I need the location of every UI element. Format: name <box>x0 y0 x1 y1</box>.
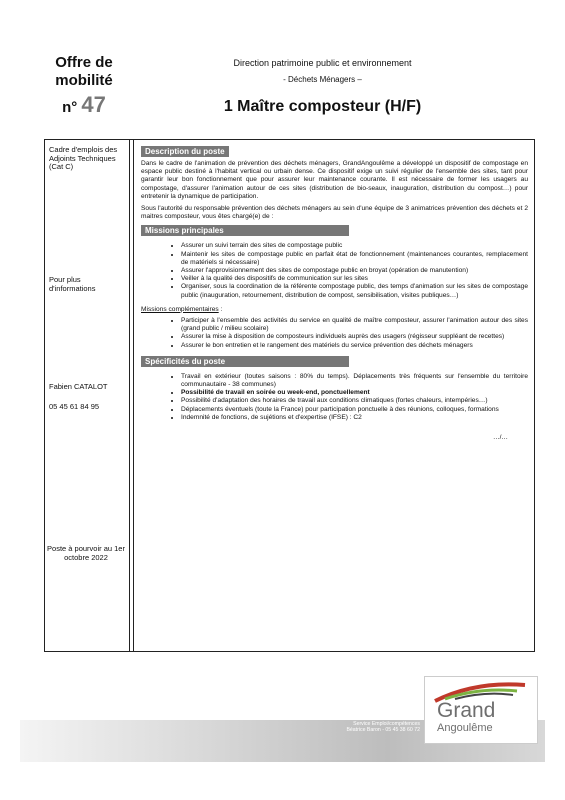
footer-service: Service Emploi/compétences <box>353 720 420 727</box>
logo-angouleme: Angoulême <box>437 722 493 734</box>
offer-line2: mobilité <box>55 72 113 89</box>
missions-complementaires-title: Missions complémentaires <box>141 305 219 313</box>
footer-contact <box>336 714 420 734</box>
offer-number-value: 47 <box>81 92 106 117</box>
main-content <box>141 146 528 442</box>
list-item: • Maintenir les sites de compostage public en parfait état de fonctionnement (maintenances courantes, remplacement de matériels si nécessaire) <box>181 251 528 267</box>
missions-complementaires-label: Missions complémentaires : <box>141 305 223 313</box>
list-item: • Assurer un suivi terrain des sites de compostage public <box>181 242 528 250</box>
list-item: • Possibilité d'adaptation des horaires de travail aux conditions climatiques (fortes chaleurs, intempéries…) <box>181 397 528 405</box>
specificites-list <box>141 373 528 422</box>
comp-missions-list <box>141 317 528 350</box>
list-item: • Déplacements éventuels (toute la France) pour participation ponctuelle à des réunions, colloques, formations <box>181 406 528 414</box>
info-label: Pour plus d'informations <box>49 275 96 293</box>
list-item: • Possibilité de travail en soirée ou week-end, ponctuellement <box>181 389 528 397</box>
offer-block <box>40 54 128 117</box>
logo-grand: Grand <box>437 699 496 722</box>
list-item: • Assurer le bon entretien et le rangement des matériels du service prévention des déchets ménagers <box>181 342 528 350</box>
header-direction: Direction patrimoine public et environnement <box>233 58 412 68</box>
offer-line1: Offre de <box>55 54 113 71</box>
poste-date: Poste à pourvoir au 1er octobre 2022 <box>47 544 125 562</box>
list-item: • Assurer la mise à disposition de composteurs individuels auprès des usagers (régisseur suppléant de recettes) <box>181 333 528 341</box>
left-column <box>45 140 130 651</box>
offer-frame <box>44 139 535 652</box>
section-heading-missions: Missions principales <box>141 225 349 236</box>
list-item: • Veiller à la qualité des dispositifs de communication sur les sites <box>181 275 528 283</box>
page-title: 1 Maître composteur (H/F) <box>223 98 422 115</box>
description-intro: Sous l'autorité du responsable prévention des déchets ménagers au sein d'une équipe de 3 animatrices prévention des déchets et 2 maitres composteur, vous êtes chargé(e) de : <box>141 205 528 221</box>
list-item: • Organiser, sous la coordination de la référente compostage public, des temps d'animation sur les sites de compostage public (inauguration, retournement, distribution de compost, sensibilisation, visites publiques…) <box>181 283 528 299</box>
contact-name: Fabien CATALOT <box>49 382 108 391</box>
column-divider <box>133 140 134 651</box>
missions-list <box>141 242 528 299</box>
footer-person: Béatrice Baron - 05 45 38 60 72 <box>346 727 420 734</box>
description-paragraph: Dans le cadre de l'animation de prévention des déchets ménagers, GrandAngoulême a développé un dispositif de compostage en espace public destiné à l'habitat vertical ou urbain dense. Ce dispositif exige un suivi régulier de l'ensemble des sites, tant pour garantir leur bon fonctionnement que pour assurer leur maintenance courante. Il est nécessaire de former les usagers au compostage, d'assurer l'animation autour de ces sites (distribution de bio-seaux, inauguration, distribution du compost…) pour entretenir la dynamique de participation. <box>141 160 528 200</box>
contact-phone: 05 45 61 84 95 <box>49 402 100 411</box>
section-heading-specificites: Spécificités du poste <box>141 356 349 367</box>
list-item: • Travail en extérieur (toutes saisons : 80% du temps). Déplacements très fréquents sur l'ensemble du territoire communautaire - 38 communes) <box>181 373 528 389</box>
list-item: • Indemnité de fonctions, de sujétions et d'expertise (IFSE) : C2 <box>181 414 528 422</box>
header-service: - Déchets Ménagers – <box>283 75 362 84</box>
continuation-mark: …/… <box>492 434 508 442</box>
page-footer <box>0 676 565 766</box>
footer-direction: Direction des Ressources Humaines <box>336 714 420 720</box>
cadre-text: Cadre d'emplois des Adjoints Techniques (Cat C) <box>49 145 118 171</box>
section-heading-description: Description du poste <box>141 146 229 157</box>
list-item: • Participer à l'ensemble des activités du service en qualité de maître composteur, assurer l'animation autour des sites (grand public / milieu scolaire) <box>181 317 528 333</box>
grandangouleme-logo <box>424 676 538 744</box>
page-header <box>160 58 485 116</box>
offer-number <box>40 92 128 117</box>
offer-number-prefix: n° <box>62 99 78 116</box>
list-item: • Assurer l'approvisionnement des sites de compostage public en broyat (opération de manutention) <box>181 267 528 275</box>
